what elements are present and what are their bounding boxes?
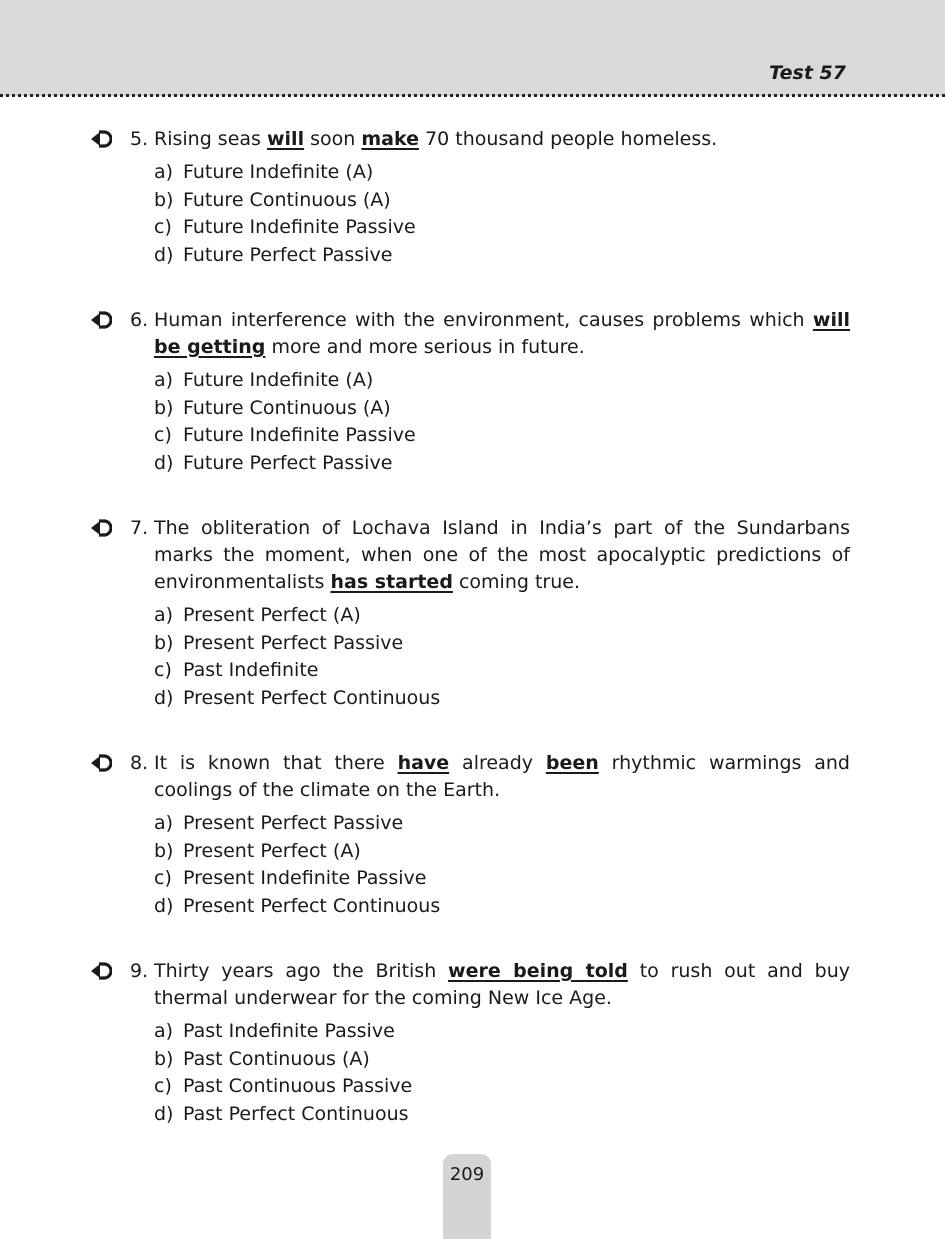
test-label: Test 57 [769,62,846,84]
underlined-verb: will [266,128,305,150]
question-text: Rising seas will soon make 70 thousand people homeless. [154,128,718,150]
option-a[interactable]: a) Past Indefinite Passive [154,1020,395,1042]
option-a[interactable]: a) Present Perfect (A) [154,604,361,626]
question-8 [90,750,850,920]
option-b[interactable]: b) Present Perfect (A) [154,839,361,862]
question-text: Human interference with the environment, causes problems which will be getting more and more serious in future. [154,309,850,358]
option-d[interactable]: d) Future Perfect Passive [154,451,393,474]
option-a[interactable]: a) Future Indefinite (A) [154,369,374,391]
underlined-verb: been [545,752,599,774]
question-text: Thirty years ago the British were being told to rush out and buy thermal underwear for the coming New Ice Age. [154,960,850,1009]
option-c[interactable]: c) Present Indefinite Passive [154,867,427,889]
question-number: 7. [130,517,149,539]
options-list [154,367,850,477]
arrow-bullet-icon [90,518,112,538]
options-list [154,602,850,712]
option-c[interactable]: c) Future Indefinite Passive [154,216,416,238]
underlined-verb: were being told [448,960,628,982]
arrow-bullet-icon [90,129,112,149]
options-list [154,159,850,269]
underlined-verb: have [397,752,450,774]
option-d[interactable]: d) Present Perfect Continuous [154,686,441,709]
question-7 [90,515,850,712]
underlined-verb: will be getting [154,309,850,358]
question-9 [90,958,850,1128]
question-6 [90,307,850,477]
question-number: 5. [130,128,149,150]
page-number: 209 [449,1164,485,1185]
arrow-bullet-icon [90,310,112,330]
underlined-verb: make [361,128,419,150]
question-number: 9. [130,960,149,982]
option-b[interactable]: b) Past Continuous (A) [154,1047,370,1070]
option-b[interactable]: b) Future Continuous (A) [154,396,391,419]
option-a[interactable]: a) Present Perfect Passive [154,812,404,834]
options-list [154,810,850,920]
dotted-divider [0,94,945,97]
option-b[interactable]: b) Present Perfect Passive [154,631,404,654]
option-d[interactable]: d) Present Perfect Continuous [154,894,441,917]
arrow-bullet-icon [90,961,112,981]
underlined-verb: has started [330,571,453,593]
question-text: The obliteration of Lochava Island in India’s part of the Sundarbans marks the moment, when one of the most apocalyptic predictions of environmentalists has started coming true. [154,517,850,593]
question-number: 8. [130,752,149,774]
arrow-bullet-icon [90,753,112,773]
option-d[interactable]: d) Future Perfect Passive [154,243,393,266]
option-b[interactable]: b) Future Continuous (A) [154,188,391,211]
option-d[interactable]: d) Past Perfect Continuous [154,1102,409,1125]
question-5 [90,126,850,269]
option-c[interactable]: c) Past Continuous Passive [154,1075,413,1097]
option-c[interactable]: c) Past Indefinite [154,659,319,681]
option-a[interactable]: a) Future Indefinite (A) [154,161,374,183]
question-text: It is known that there have already been rhythmic warmings and coolings of the climate on the Earth. [154,752,850,801]
question-number: 6. [130,309,149,331]
options-list [154,1018,850,1128]
option-c[interactable]: c) Future Indefinite Passive [154,424,416,446]
